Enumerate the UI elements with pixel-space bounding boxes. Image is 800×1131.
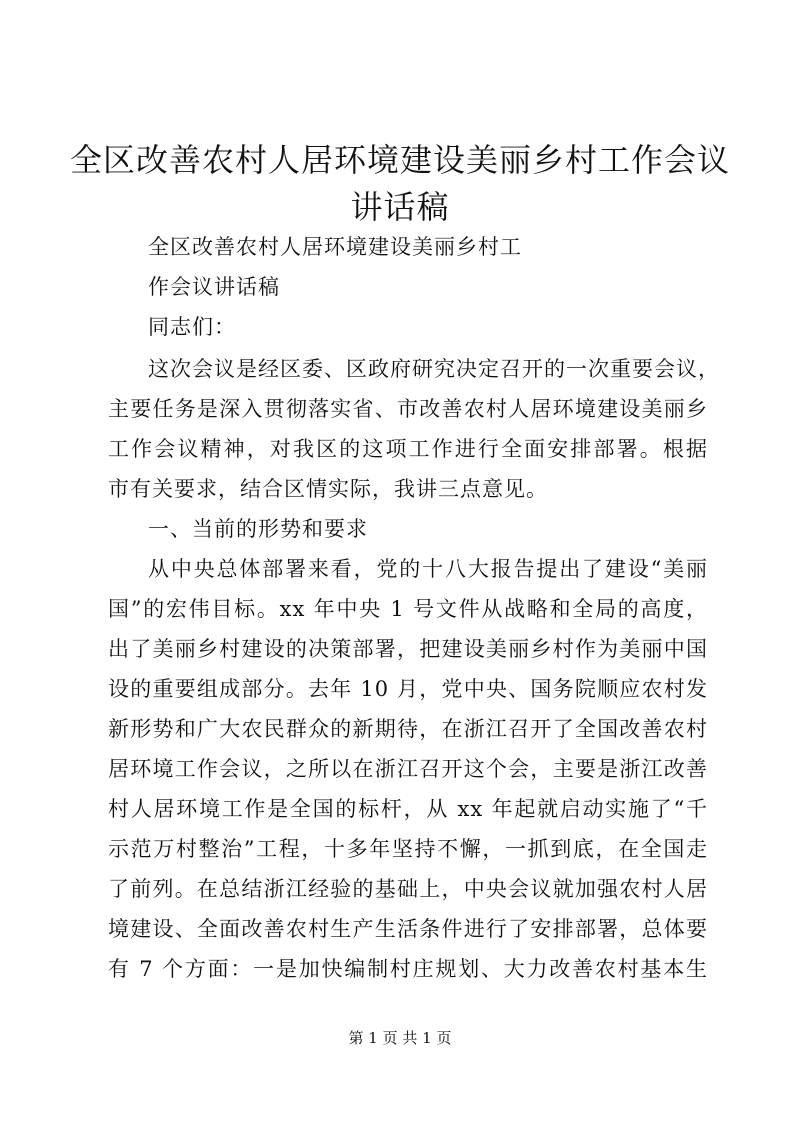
paragraph-2-line-7: 村人居环境工作是全国的标杆，从 xx 年起就启动实施了“千 <box>108 797 708 821</box>
paragraph-2-line-2: 国”的宏伟目标。xx 年中央 1 号文件从战略和全局的高度， <box>108 597 708 621</box>
document-title-line-1: 全区改善农村人居环境建设美丽乡村工作会议 <box>69 141 730 179</box>
subtitle-line-2: 作会议讲话稿 <box>148 275 280 299</box>
paragraph-2-line-11: 有 7 个方面：一是加快编制村庄规划、大力改善农村基本生 <box>108 957 708 981</box>
paragraph-1-line-3: 工作会议精神，对我区的这项工作进行全面安排部署。根据 <box>108 437 708 461</box>
paragraph-2-line-8: 示范万村整治”工程，十多年坚持不懈，一抓到底，在全国走 <box>108 837 708 861</box>
paragraph-1-line-2: 主要任务是深入贯彻落实省、市改善农村人居环境建设美丽乡 <box>108 397 708 421</box>
section-heading: 一、当前的形势和要求 <box>148 517 368 541</box>
paragraph-1-line-4: 市有关要求，结合区情实际，我讲三点意见。 <box>108 477 548 501</box>
subtitle-line-1: 全区改善农村人居环境建设美丽乡村工 <box>148 235 522 259</box>
paragraph-2-line-9: 了前列。在总结浙江经验的基础上，中央会议就加强农村人居 <box>108 877 708 901</box>
paragraph-2-line-3: 出了美丽乡村建设的决策部署，把建设美丽乡村作为美丽中国 <box>108 637 708 661</box>
paragraph-2-line-6: 居环境工作会议，之所以在浙江召开这个会，主要是浙江改善 <box>108 757 708 781</box>
salutation: 同志们： <box>148 315 236 339</box>
paragraph-1-line-1: 这次会议是经区委、区政府研究决定召开的一次重要会议， <box>148 357 720 381</box>
document-title-line-2: 讲话稿 <box>350 188 450 226</box>
paragraph-2-line-5: 新形势和广大农民群众的新期待，在浙江召开了全国改善农村 <box>108 717 708 741</box>
paragraph-2-line-4: 设的重要组成部分。去年 10 月，党中央、国务院顺应农村发 <box>108 677 708 701</box>
paragraph-2-line-10: 境建设、全面改善农村生产生活条件进行了安排部署，总体要 <box>108 917 708 941</box>
paragraph-2-line-1: 从中央总体部署来看，党的十八大报告提出了建设“美丽 <box>148 557 708 581</box>
page-footer: 第 1 页 共 1 页 <box>348 1029 452 1047</box>
